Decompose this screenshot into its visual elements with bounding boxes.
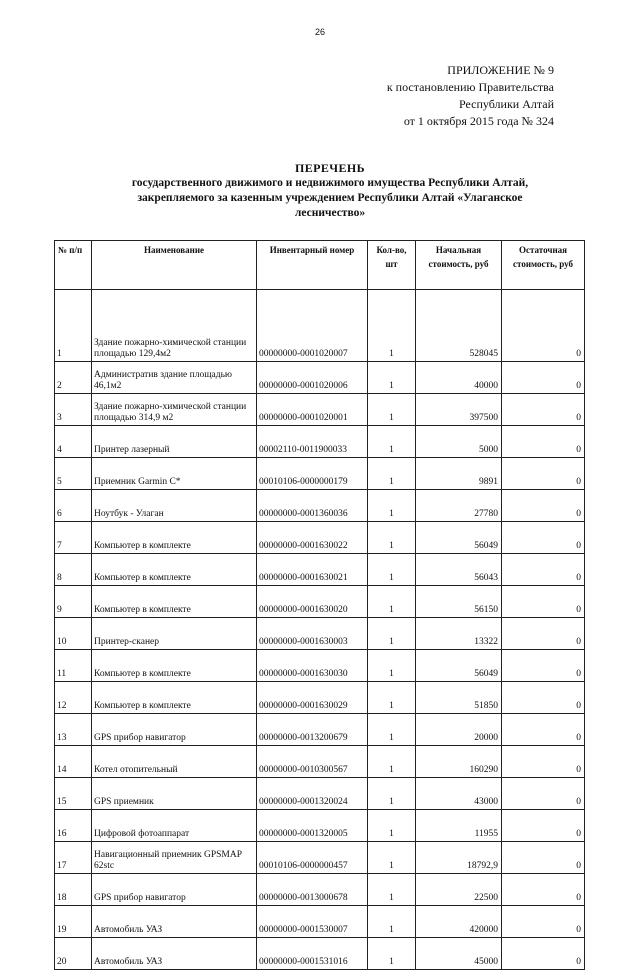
row-number: 4 (55, 426, 92, 458)
row-quantity: 1 (368, 778, 416, 810)
row-name: GPS прибор навигатор (92, 714, 257, 746)
header-initial-cost: Начальная стоимость, руб (416, 241, 502, 290)
row-residual-cost: 0 (502, 490, 585, 522)
row-quantity: 1 (368, 290, 416, 362)
table-row (55, 810, 585, 842)
row-quantity: 1 (368, 746, 416, 778)
row-initial-cost: 43000 (416, 778, 502, 810)
row-initial-cost: 22500 (416, 874, 502, 906)
table-row (55, 586, 585, 618)
title-heading: ПЕРЕЧЕНЬ (295, 161, 365, 175)
row-inventory-number: 00000000-0001630003 (257, 618, 368, 650)
row-initial-cost: 397500 (416, 394, 502, 426)
row-quantity: 1 (368, 650, 416, 682)
row-quantity: 1 (368, 426, 416, 458)
row-residual-cost: 0 (502, 842, 585, 874)
table-row (55, 458, 585, 490)
row-initial-cost: 56049 (416, 522, 502, 554)
row-initial-cost: 5000 (416, 426, 502, 458)
table-row (55, 394, 585, 426)
row-number: 9 (55, 586, 92, 618)
row-number: 15 (55, 778, 92, 810)
table-row (55, 714, 585, 746)
row-name: Компьютер в комплекте (92, 586, 257, 618)
row-residual-cost: 0 (502, 290, 585, 362)
row-residual-cost: 0 (502, 522, 585, 554)
row-name: Компьютер в комплекте (92, 522, 257, 554)
row-name: Навигационный приемник GPSMAP 62stc (92, 842, 257, 874)
row-residual-cost: 0 (502, 778, 585, 810)
header-residual-cost: Остаточная стоимость, руб (502, 241, 585, 290)
row-quantity: 1 (368, 842, 416, 874)
row-name: Компьютер в комплекте (92, 554, 257, 586)
table-row (55, 778, 585, 810)
row-residual-cost: 0 (502, 906, 585, 938)
row-inventory-number: 00000000-0001320024 (257, 778, 368, 810)
page-number: 26 (314, 27, 325, 37)
row-initial-cost: 20000 (416, 714, 502, 746)
row-quantity: 1 (368, 714, 416, 746)
table-row (55, 842, 585, 874)
row-inventory-number: 00000000-0001531016 (257, 938, 368, 970)
row-inventory-number: 00000000-0001630021 (257, 554, 368, 586)
row-inventory-number: 00000000-0013000678 (257, 874, 368, 906)
row-residual-cost: 0 (502, 714, 585, 746)
row-initial-cost: 56150 (416, 586, 502, 618)
title-line-4: лесничество» (294, 207, 366, 219)
row-number: 1 (55, 290, 92, 362)
row-number: 7 (55, 522, 92, 554)
header-name: Наименование (92, 241, 257, 290)
row-residual-cost: 0 (502, 554, 585, 586)
header-inventory: Инвентарный номер (257, 241, 368, 290)
row-inventory-number: 00000000-0001360036 (257, 490, 368, 522)
row-name: GPS приемник (92, 778, 257, 810)
row-initial-cost: 40000 (416, 362, 502, 394)
row-initial-cost: 56049 (416, 650, 502, 682)
row-name: Принтер лазерный (92, 426, 257, 458)
row-residual-cost: 0 (502, 682, 585, 714)
row-initial-cost: 56043 (416, 554, 502, 586)
property-table (54, 240, 585, 970)
row-residual-cost: 0 (502, 362, 585, 394)
row-quantity: 1 (368, 554, 416, 586)
row-initial-cost: 45000 (416, 938, 502, 970)
row-residual-cost: 0 (502, 650, 585, 682)
row-quantity: 1 (368, 938, 416, 970)
table-row (55, 874, 585, 906)
table-row (55, 650, 585, 682)
row-quantity: 1 (368, 362, 416, 394)
row-residual-cost: 0 (502, 458, 585, 490)
table-row (55, 746, 585, 778)
table-row (55, 554, 585, 586)
row-quantity: 1 (368, 522, 416, 554)
table-row (55, 490, 585, 522)
row-name: GPS прибор навигатор (92, 874, 257, 906)
row-number: 8 (55, 554, 92, 586)
table-row (55, 906, 585, 938)
row-initial-cost: 528045 (416, 290, 502, 362)
row-number: 16 (55, 810, 92, 842)
row-inventory-number: 00000000-0001630022 (257, 522, 368, 554)
row-quantity: 1 (368, 618, 416, 650)
table-row (55, 938, 585, 970)
row-inventory-number: 00000000-0001020006 (257, 362, 368, 394)
title-line-3: закрепляемого за казенным учреждением Республики Алтай «Улаганское (137, 192, 523, 204)
row-name: Компьютер в комплекте (92, 682, 257, 714)
table-row (55, 682, 585, 714)
table-row (55, 426, 585, 458)
table-header-row (55, 241, 585, 290)
row-inventory-number: 00002110-0011900033 (257, 426, 368, 458)
row-initial-cost: 13322 (416, 618, 502, 650)
title-line-2: государственного движимого и недвижимого имущества Республики Алтай, (131, 177, 529, 189)
row-residual-cost: 0 (502, 618, 585, 650)
row-initial-cost: 18792,9 (416, 842, 502, 874)
row-initial-cost: 11955 (416, 810, 502, 842)
row-inventory-number: 00000000-0013200679 (257, 714, 368, 746)
appendix-date: от 1 октября 2015 года № 324 (403, 114, 554, 128)
appendix-republic: Республики Алтай (459, 97, 554, 111)
row-quantity: 1 (368, 906, 416, 938)
header-num: № п/п (55, 241, 92, 290)
row-number: 14 (55, 746, 92, 778)
row-inventory-number: 00010106-0000000179 (257, 458, 368, 490)
row-number: 20 (55, 938, 92, 970)
row-quantity: 1 (368, 490, 416, 522)
row-initial-cost: 51850 (416, 682, 502, 714)
row-inventory-number: 00000000-0001630030 (257, 650, 368, 682)
row-number: 17 (55, 842, 92, 874)
row-number: 19 (55, 906, 92, 938)
row-number: 5 (55, 458, 92, 490)
row-residual-cost: 0 (502, 874, 585, 906)
row-quantity: 1 (368, 394, 416, 426)
table-row (55, 290, 585, 362)
header-quantity: Кол-во, шт (368, 241, 416, 290)
row-residual-cost: 0 (502, 394, 585, 426)
table-row (55, 362, 585, 394)
row-number: 2 (55, 362, 92, 394)
row-initial-cost: 27780 (416, 490, 502, 522)
row-residual-cost: 0 (502, 810, 585, 842)
row-inventory-number: 00000000-0001020007 (257, 290, 368, 362)
row-number: 13 (55, 714, 92, 746)
row-number: 18 (55, 874, 92, 906)
table-row (55, 522, 585, 554)
row-quantity: 1 (368, 682, 416, 714)
row-name: Автомобиль УАЗ (92, 906, 257, 938)
row-number: 6 (55, 490, 92, 522)
row-inventory-number: 00000000-0001020001 (257, 394, 368, 426)
row-inventory-number: 00000000-0010300567 (257, 746, 368, 778)
row-quantity: 1 (368, 586, 416, 618)
row-residual-cost: 0 (502, 586, 585, 618)
row-initial-cost: 160290 (416, 746, 502, 778)
row-name: Ноутбук - Улаган (92, 490, 257, 522)
row-number: 10 (55, 618, 92, 650)
row-inventory-number: 00010106-0000000457 (257, 842, 368, 874)
row-initial-cost: 9891 (416, 458, 502, 490)
row-quantity: 1 (368, 810, 416, 842)
row-name: Автомобиль УАЗ (92, 938, 257, 970)
row-residual-cost: 0 (502, 938, 585, 970)
row-inventory-number: 00000000-0001630020 (257, 586, 368, 618)
row-inventory-number: 00000000-0001530007 (257, 906, 368, 938)
row-residual-cost: 0 (502, 426, 585, 458)
row-initial-cost: 420000 (416, 906, 502, 938)
row-quantity: 1 (368, 874, 416, 906)
row-inventory-number: 00000000-0001320005 (257, 810, 368, 842)
row-name: Цифровой фотоаппарат (92, 810, 257, 842)
row-quantity: 1 (368, 458, 416, 490)
row-residual-cost: 0 (502, 746, 585, 778)
row-name: Компьютер в комплекте (92, 650, 257, 682)
appendix-resolution: к постановлению Правительства (386, 80, 554, 94)
row-name: Здание пожарно-химической станции площадью 314,9 м2 (92, 394, 257, 426)
row-name: Здание пожарно-химической станции площадью 129,4м2 (92, 290, 257, 362)
row-number: 3 (55, 394, 92, 426)
row-number: 11 (55, 650, 92, 682)
row-name: Котел отопительный (92, 746, 257, 778)
row-name: Административ здание площадью 46,1м2 (92, 362, 257, 394)
appendix-number: ПРИЛОЖЕНИЕ № 9 (447, 63, 554, 77)
row-inventory-number: 00000000-0001630029 (257, 682, 368, 714)
row-number: 12 (55, 682, 92, 714)
document-title (80, 161, 580, 221)
row-name: Принтер-сканер (92, 618, 257, 650)
appendix-header (387, 62, 554, 130)
row-name: Приемник Garmin C* (92, 458, 257, 490)
table-row (55, 618, 585, 650)
